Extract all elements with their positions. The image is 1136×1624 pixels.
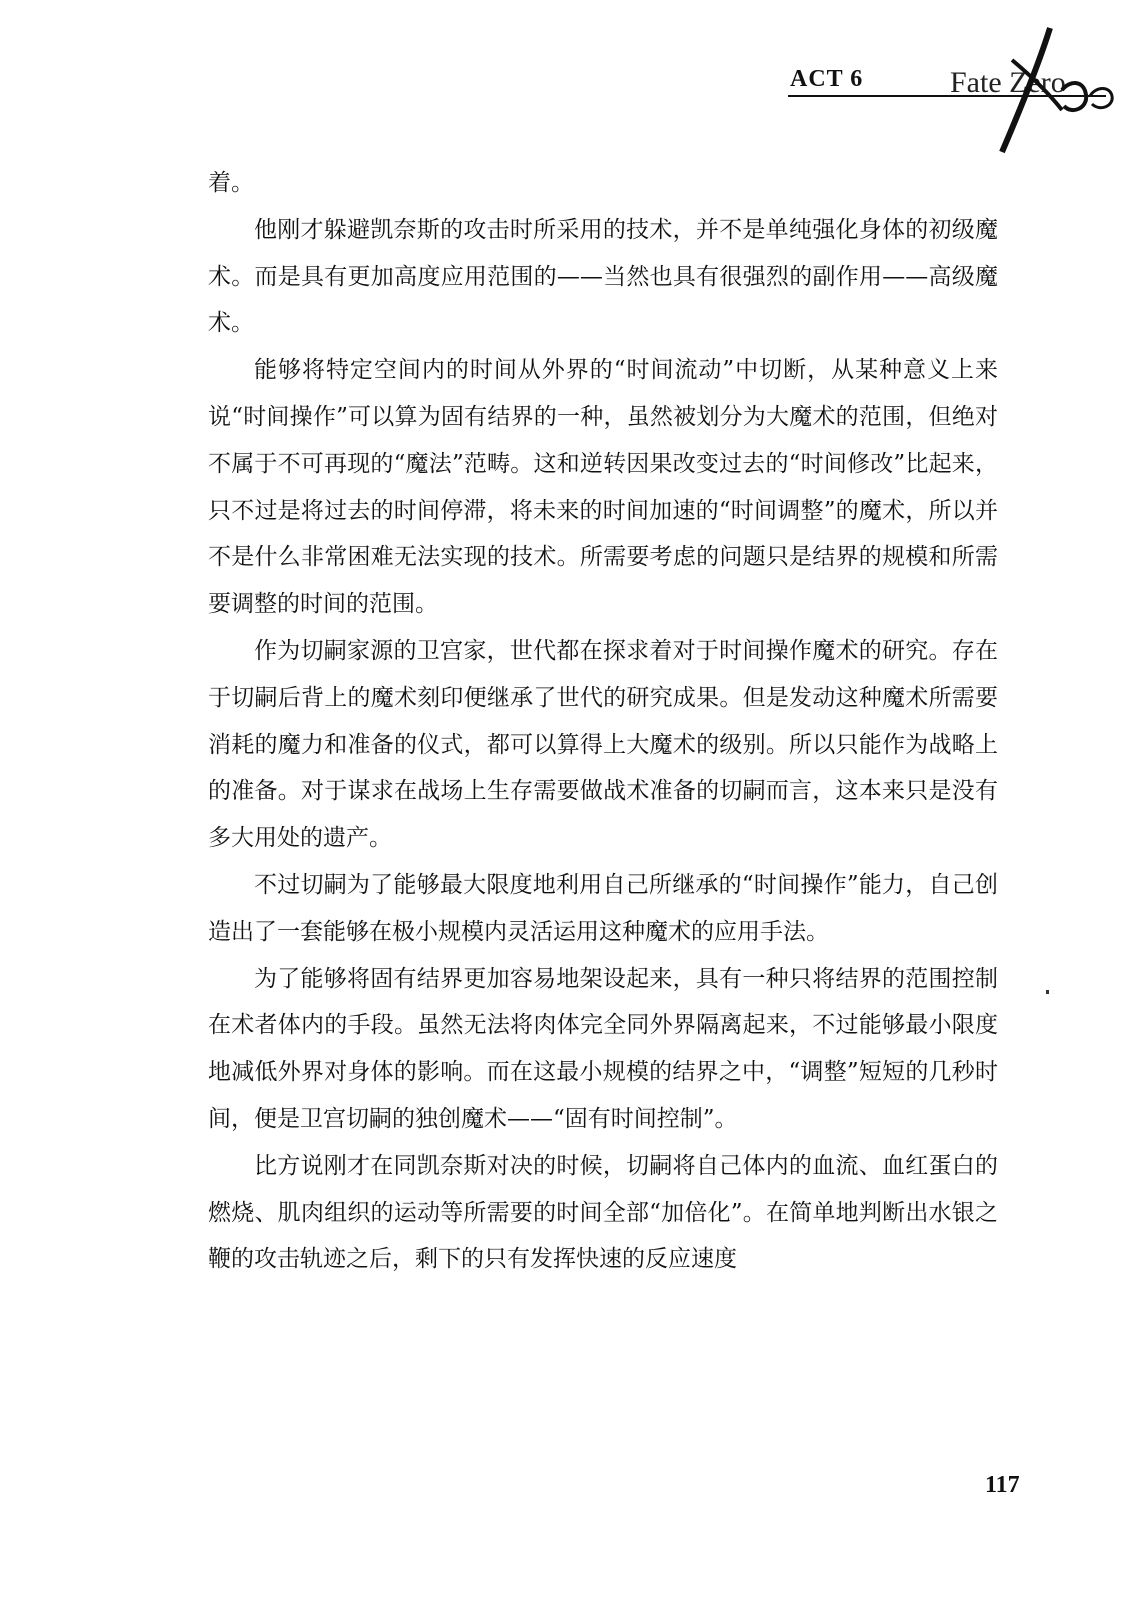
paragraph-4: 作为切嗣家源的卫宫家，世代都在探求着对于时间操作魔术的研究。存在于切嗣后背上的魔术刻印便继承了世代的研究成果。但是发动这种魔术所需要消耗的魔力和准备的仪式，都可以算得上大魔术的级别。所以只能作为战略上的准备。对于谋求在战场上生存需要做战术准备的切嗣而言，这本来只是没有多大用处的遗产。	[208, 637, 998, 852]
paragraph-6: 为了能够将固有结界更加容易地架设起来，具有一种只将结界的范围控制在术者体内的手段。虽然无法将肉体完全同外界隔离起来，不过能够最小限度地减低外界对身体的影响。而在这最小规模的结界之中，“调整”短短的几秒时间，便是卫宫切嗣的独创魔术——“固有时间控制”。	[208, 965, 998, 1132]
paragraph-2: 他刚才躲避凯奈斯的攻击时所采用的技术，并不是单纯强化身体的初级魔术。而是具有更加高度应用范围的——当然也具有很强烈的副作用——高级魔术。	[208, 216, 998, 337]
logo-text: Fate Zero	[950, 66, 1066, 99]
scan-speck	[1046, 990, 1049, 994]
paragraph-1: 着。	[208, 170, 254, 196]
paragraph-5: 不过切嗣为了能够最大限度地利用自己所继承的“时间操作”能力，自己创造出了一套能够在极小规模内灵活运用这种魔术的应用手法。	[208, 871, 998, 945]
page-body	[208, 160, 998, 1283]
chapter-label: ACT 6	[790, 66, 864, 92]
paragraph-7: 比方说刚才在同凯奈斯对决的时候，切嗣将自己体内的血流、血红蛋白的燃烧、肌肉组织的运动等所需要的时间全部“加倍化”。在简单地判断出水银之鞭的攻击轨迹之后，剩下的只有发挥快速的反应速度	[208, 1152, 998, 1273]
paragraph-3: 能够将特定空间内的时间从外界的“时间流动”中切断，从某种意义上来说“时间操作”可以算为固有结界的一种，虽然被划分为大魔术的范围，但绝对不属于不可再现的“魔法”范畴。这和逆转因果改变过去的“时间修改”比起来，只不过是将过去的时间停滞，将未来的时间加速的“时间调整”的魔术，所以并不是什么非常困难无法实现的技术。所需要考虑的问题只是结界的规模和所需要调整的时间的范围。	[208, 357, 998, 618]
page-number: 117	[985, 1472, 1020, 1498]
fate-zero-logo	[950, 20, 1120, 160]
